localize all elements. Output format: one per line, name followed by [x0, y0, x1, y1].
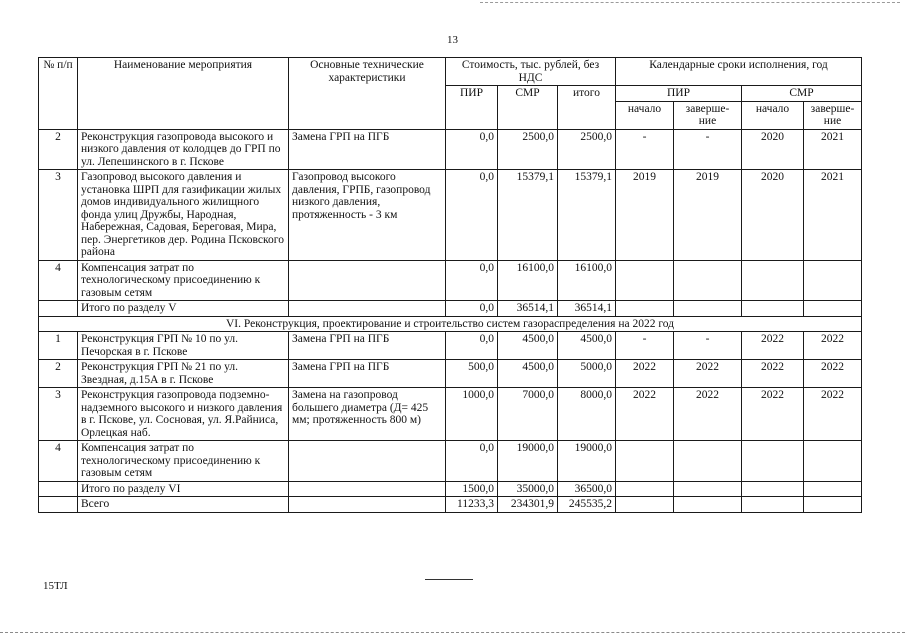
table-row: [39, 260, 862, 301]
total-label: Итого по разделу VI: [78, 481, 289, 497]
total-total: 36500,0: [558, 481, 616, 497]
header-smr-end: заверше-ние: [804, 101, 862, 129]
cell-pir-start: -: [616, 332, 674, 360]
cell-pir: 0,0: [446, 129, 498, 170]
table-row: [39, 129, 862, 170]
cell-smr-end: 2022: [804, 388, 862, 441]
footer-divider: [425, 579, 473, 580]
cell-tech: [289, 441, 446, 482]
activities-table: [38, 57, 862, 513]
cell-pir: 0,0: [446, 260, 498, 301]
header-smr-start: начало: [742, 101, 804, 129]
cell-num: 2: [39, 129, 78, 170]
table-row: [39, 441, 862, 482]
cell-total: 2500,0: [558, 129, 616, 170]
cell-tech: Замена ГРП на ПГБ: [289, 332, 446, 360]
header-dates-smr: СМР: [742, 86, 862, 102]
total-pir: 0,0: [446, 301, 498, 317]
cell-smr-start: 2022: [742, 388, 804, 441]
cell-num: 3: [39, 388, 78, 441]
cell-smr-start: 2020: [742, 129, 804, 170]
cell-pir-end: 2019: [674, 170, 742, 261]
section-vi-title: VI. Реконструкция, проектирование и строительство систем газораспределения на 2022 год: [39, 316, 862, 332]
total-total: 36514,1: [558, 301, 616, 317]
cell-smr-start: 2020: [742, 170, 804, 261]
footer-code: 15ТЛ: [43, 580, 68, 592]
total-row-section-v: [39, 301, 862, 317]
cell-pir-start: 2022: [616, 388, 674, 441]
header-dates: Календарные сроки исполнения, год: [616, 58, 862, 86]
cell-pir-start: [616, 441, 674, 482]
cell-name: Реконструкция газопровода высокого и низкого давления от колодцев до ГРП по ул. Лепешинского в г. Пскове: [78, 129, 289, 170]
cell-tech: Газопровод высокого давления, ГРПБ, газопровод низкого давления, протяженность - 3 км: [289, 170, 446, 261]
cell-smr: 7000,0: [498, 388, 558, 441]
table-row: [39, 170, 862, 261]
cell-num: 2: [39, 360, 78, 388]
table-row: [39, 360, 862, 388]
header-row-1: [39, 58, 862, 86]
cell-smr: 4500,0: [498, 332, 558, 360]
cell-tech: Замена ГРП на ПГБ: [289, 129, 446, 170]
cell-pir-start: -: [616, 129, 674, 170]
cell-tech: [289, 260, 446, 301]
cell-name: Реконструкция ГРП № 10 по ул. Печорская в г. Пскове: [78, 332, 289, 360]
cell-total: 19000,0: [558, 441, 616, 482]
cell-total: 8000,0: [558, 388, 616, 441]
cell-smr-end: 2022: [804, 360, 862, 388]
cell-num: 1: [39, 332, 78, 360]
cell-smr-end: 2021: [804, 129, 862, 170]
cell-num: 3: [39, 170, 78, 261]
cell-pir: 1000,0: [446, 388, 498, 441]
grand-total-row: [39, 497, 862, 513]
total-label: Итого по разделу V: [78, 301, 289, 317]
cell-smr: 16100,0: [498, 260, 558, 301]
total-smr: 35000,0: [498, 481, 558, 497]
header-pir: ПИР: [446, 86, 498, 130]
cell-pir-start: [616, 260, 674, 301]
cell-total: 4500,0: [558, 332, 616, 360]
cell-smr-end: [804, 441, 862, 482]
cell-pir: 0,0: [446, 170, 498, 261]
header-name: Наименование мероприятия: [78, 58, 289, 130]
scan-edge-top: [480, 2, 900, 3]
total-pir: 1500,0: [446, 481, 498, 497]
cell-pir: 0,0: [446, 441, 498, 482]
table-row: [39, 388, 862, 441]
cell-num: 4: [39, 260, 78, 301]
cell-name: Компенсация затрат по технологическому присоединению к газовым сетям: [78, 260, 289, 301]
cell-pir-end: -: [674, 332, 742, 360]
cell-pir: 500,0: [446, 360, 498, 388]
cell-num: 4: [39, 441, 78, 482]
header-smr: СМР: [498, 86, 558, 130]
scan-edge-bottom: [0, 632, 905, 633]
header-dates-pir: ПИР: [616, 86, 742, 102]
cell-name: Реконструкция газопровода подземно-надземного высокого и низкого давления в г. Пскове, ул. Сосновая, ул. Я.Райниса, Орлецкая наб.: [78, 388, 289, 441]
cell-pir: 0,0: [446, 332, 498, 360]
header-cost: Стоимость, тыс. рублей, без НДС: [446, 58, 616, 86]
cell-name: Газопровод высокого давления и установка ШРП для газификации жилых домов индивидуального жилищного фонда улиц Дружбы, Народная, Набережная, Садовая, Береговая, Мира, пер. Энергетиков дер. Родина Псковского района: [78, 170, 289, 261]
table-row: [39, 332, 862, 360]
header-pir-end: заверше-ние: [674, 101, 742, 129]
header-pir-start: начало: [616, 101, 674, 129]
cell-name: Реконструкция ГРП № 21 по ул. Звездная, д.15А в г. Пскове: [78, 360, 289, 388]
grand-total-label: Всего: [78, 497, 289, 513]
cell-smr: 15379,1: [498, 170, 558, 261]
cell-pir-end: -: [674, 129, 742, 170]
cell-smr-end: 2021: [804, 170, 862, 261]
grand-total-pir: 11233,3: [446, 497, 498, 513]
grand-total-smr: 234301,9: [498, 497, 558, 513]
header-num: № п/п: [39, 58, 78, 130]
cell-smr-end: [804, 260, 862, 301]
cell-total: 16100,0: [558, 260, 616, 301]
cell-smr-start: 2022: [742, 332, 804, 360]
cell-smr: 4500,0: [498, 360, 558, 388]
total-smr: 36514,1: [498, 301, 558, 317]
header-total: итого: [558, 86, 616, 130]
cell-tech: Замена на газопровод большего диаметра (Д= 425 мм; протяженность 800 м): [289, 388, 446, 441]
cell-pir-end: [674, 260, 742, 301]
cell-total: 15379,1: [558, 170, 616, 261]
cell-pir-end: 2022: [674, 360, 742, 388]
cell-smr: 19000,0: [498, 441, 558, 482]
section-header-row: [39, 316, 862, 332]
cell-smr-start: 2022: [742, 360, 804, 388]
cell-smr: 2500,0: [498, 129, 558, 170]
grand-total-total: 245535,2: [558, 497, 616, 513]
cell-smr-end: 2022: [804, 332, 862, 360]
cell-smr-start: [742, 441, 804, 482]
cell-smr-start: [742, 260, 804, 301]
cell-total: 5000,0: [558, 360, 616, 388]
total-row-section-vi: [39, 481, 862, 497]
cell-pir-start: 2019: [616, 170, 674, 261]
cell-pir-end: [674, 441, 742, 482]
page-number: 13: [447, 34, 458, 46]
cell-name: Компенсация затрат по технологическому присоединению к газовым сетям: [78, 441, 289, 482]
header-tech: Основные технические характеристики: [289, 58, 446, 130]
cell-pir-end: 2022: [674, 388, 742, 441]
cell-tech: Замена ГРП на ПГБ: [289, 360, 446, 388]
cell-pir-start: 2022: [616, 360, 674, 388]
